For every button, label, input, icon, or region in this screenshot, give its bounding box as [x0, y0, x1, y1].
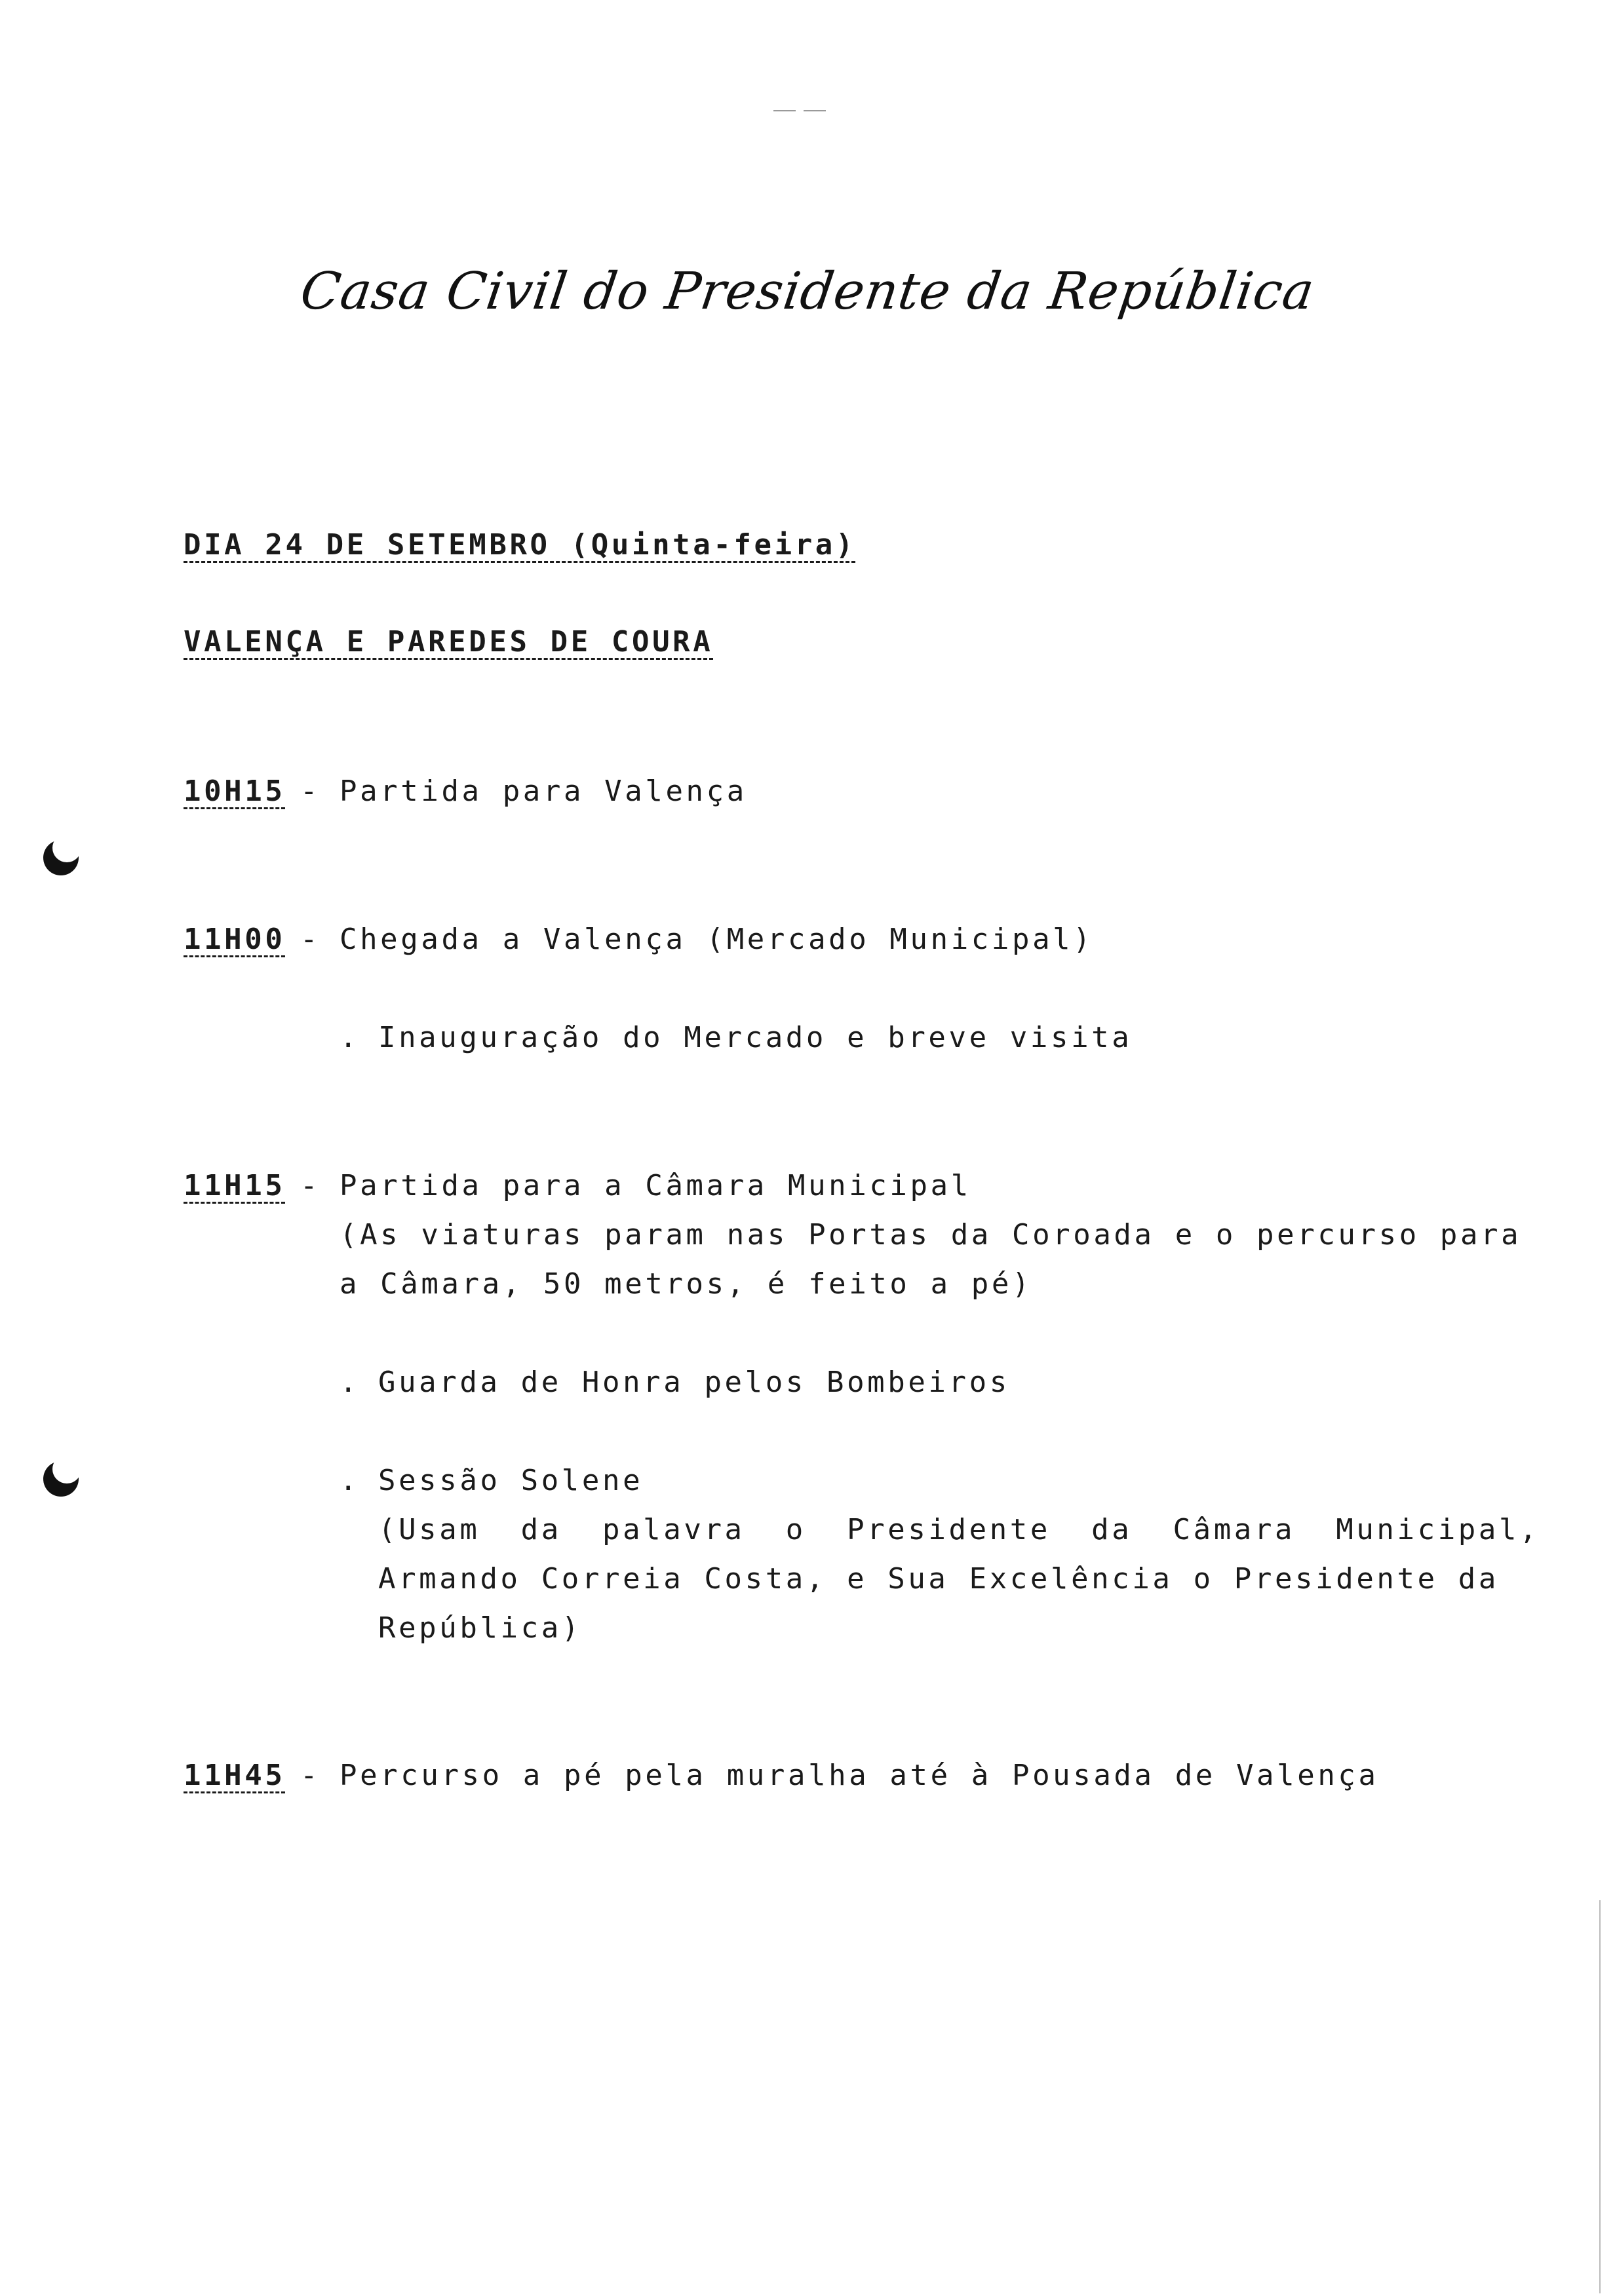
bullet-note-line: Armando Correia Costa, e Sua Excelência o Presidente da [378, 1562, 1499, 1596]
schedule-description: Percurso a pé pela muralha até à Pousada de Valença [340, 1759, 1379, 1792]
bullet-note-line: República) [378, 1611, 582, 1645]
bullet-marker: . [340, 1366, 360, 1399]
schedule-description: Chegada a Valença (Mercado Municipal) [340, 923, 1094, 956]
schedule-description: Partida para Valença [340, 775, 747, 808]
bullet-marker: . [340, 1464, 360, 1497]
bullet-text: Guarda de Honra pelos Bombeiros [378, 1366, 1010, 1399]
punch-hole-mark [43, 840, 79, 875]
date-heading: DIA 24 DE SETEMBRO (Quinta-feira) [184, 528, 856, 562]
schedule-time: 11H00 [184, 923, 286, 956]
schedule-description: Partida para a Câmara Municipal [340, 1169, 971, 1202]
schedule-time: 11H45 [184, 1759, 286, 1792]
schedule-separator: - [300, 1169, 318, 1202]
bullet-marker: . [340, 1021, 360, 1054]
schedule-time: 11H15 [184, 1169, 286, 1202]
schedule-note-line: a Câmara, 50 metros, é feito a pé) [340, 1267, 1033, 1301]
schedule-separator: - [300, 1759, 318, 1792]
bullet-text: Inauguração do Mercado e breve visita [378, 1021, 1133, 1054]
schedule-separator: - [300, 775, 318, 808]
location-heading: VALENÇA E PAREDES DE COURA [184, 625, 714, 659]
schedule-note-line: (As viaturas param nas Portas da Coroada e o percurso para [340, 1218, 1522, 1252]
schedule-separator: - [300, 923, 318, 956]
letterhead: Casa Civil do Presidente da República [296, 262, 1319, 321]
scan-edge-line [1599, 1900, 1601, 2293]
punch-hole-mark [43, 1461, 79, 1497]
schedule-time: 10H15 [184, 775, 286, 808]
bullet-note-line: (Usam da palavra o Presidente da Câmara Municipal, [378, 1513, 1540, 1546]
bullet-text: Sessão Solene [378, 1464, 644, 1497]
scan-marks [773, 110, 828, 114]
